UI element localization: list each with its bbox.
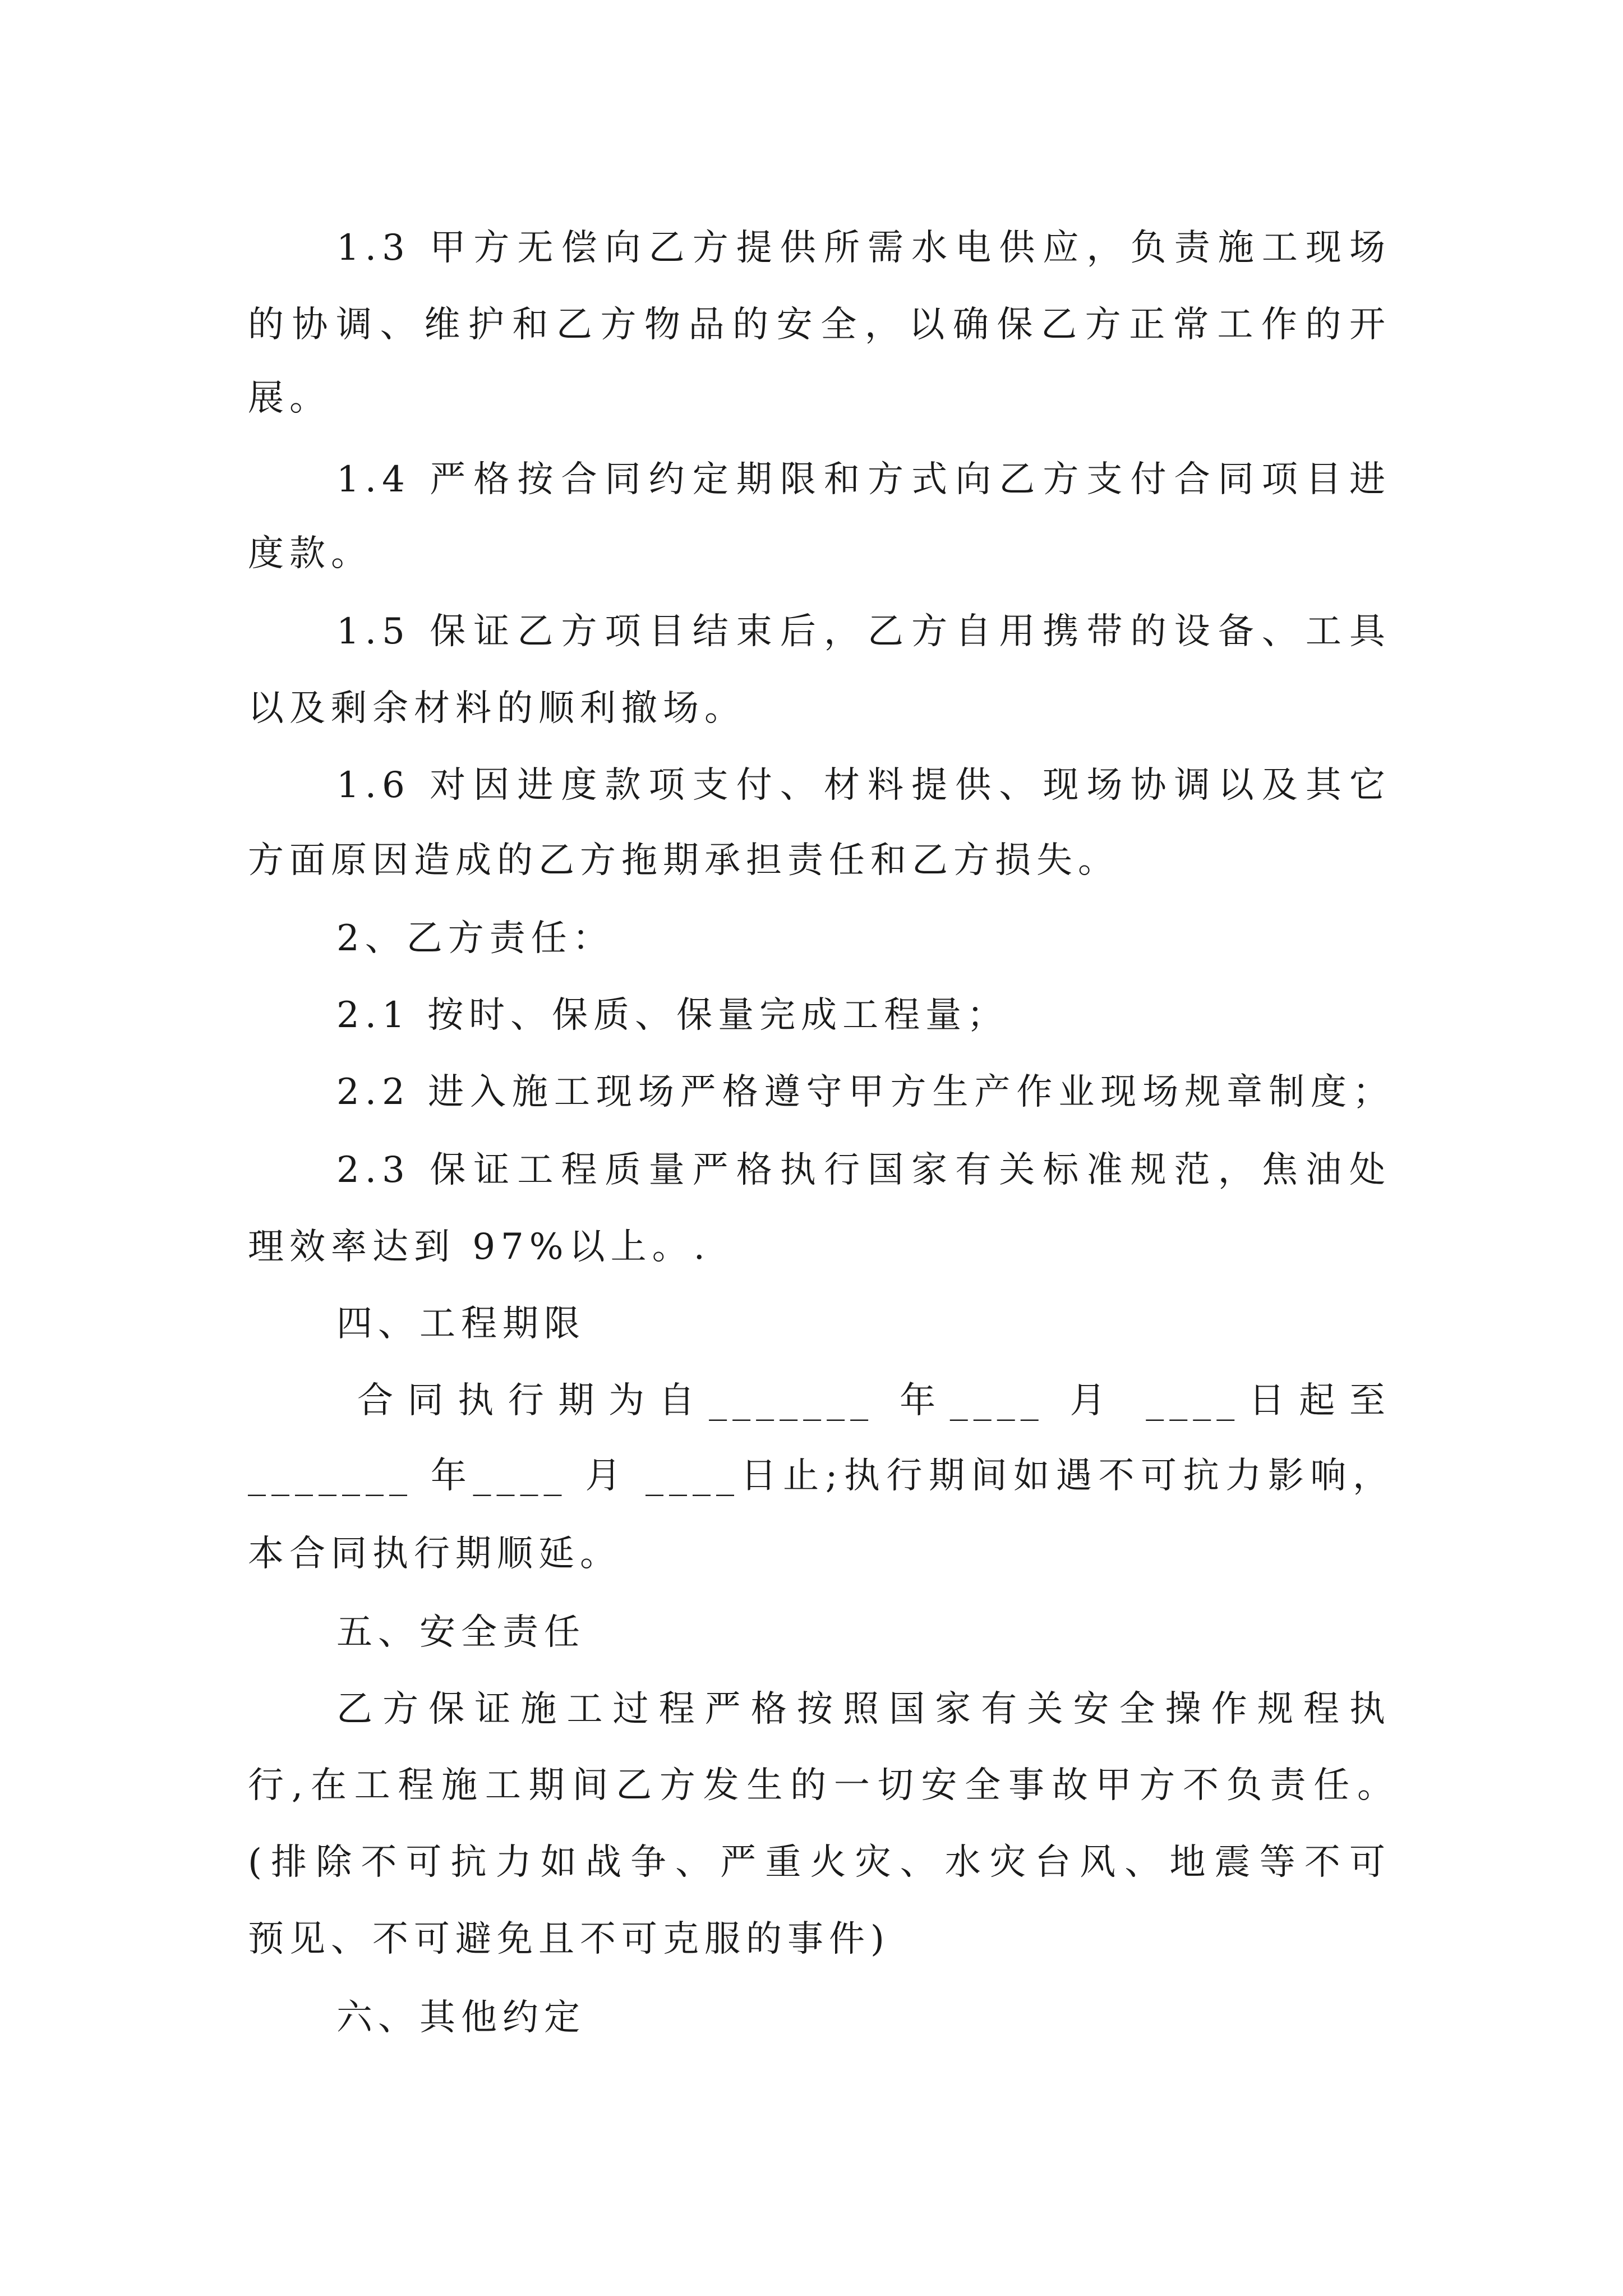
section-party-b-heading: 2、乙方责任： bbox=[336, 918, 614, 959]
clause-1-3-line-3: 展。 bbox=[248, 378, 331, 419]
clause-1-6-line-1: 1.6 对因进度款项支付、材料提供、现场协调以及其它 bbox=[336, 765, 1391, 806]
safety-line-3: (排除不可抗力如战争、严重火灾、水灾台风、地震等不可 bbox=[248, 1842, 1391, 1883]
section-4-heading: 四、工程期限 bbox=[336, 1303, 585, 1345]
clause-1-3-line-2: 的协调、维护和乙方物品的安全，以确保乙方正常工作的开 bbox=[248, 304, 1391, 346]
clause-1-4-line-1: 1.4 严格按合同约定期限和方式向乙方支付合同项目进 bbox=[336, 459, 1391, 500]
clause-2-3-line-1: 2.3 保证工程质量严格执行国家有关标准规范，焦油处 bbox=[336, 1149, 1391, 1191]
safety-line-1: 乙方保证施工过程严格按照国家有关安全操作规程执 bbox=[336, 1688, 1391, 1730]
safety-line-4: 预见、不可避免且不可克服的事件) bbox=[248, 1918, 890, 1960]
term-line-1: 合同执行期为自_______ 年____ 月 ____日起至 bbox=[357, 1380, 1391, 1421]
clause-2-3-line-2: 理效率达到 97%以上。. bbox=[248, 1226, 711, 1268]
clause-1-3-line-1: 1.3 甲方无偿向乙方提供所需水电供应，负责施工现场 bbox=[336, 227, 1391, 269]
term-line-3: 本合同执行期顺延。 bbox=[248, 1533, 621, 1575]
section-5-heading: 五、安全责任 bbox=[336, 1612, 585, 1653]
clause-1-5-line-2: 以及剩余材料的顺利撤场。 bbox=[248, 688, 746, 729]
section-6-heading: 六、其他约定 bbox=[336, 1997, 585, 2039]
safety-line-2: 行,在工程施工期间乙方发生的一切安全事故甲方不负责任。 bbox=[248, 1765, 1399, 1806]
clause-1-6-line-2: 方面原因造成的乙方拖期承担责任和乙方损失。 bbox=[248, 840, 1119, 881]
clause-1-4-line-2: 度款。 bbox=[248, 533, 372, 574]
clause-2-2: 2.2 进入施工现场严格遵守甲方生产作业现场规章制度； bbox=[336, 1071, 1394, 1113]
clause-2-1: 2.1 按时、保质、保量完成工程量； bbox=[336, 995, 1009, 1036]
clause-1-5-line-1: 1.5 保证乙方项目结束后，乙方自用携带的设备、工具 bbox=[336, 611, 1391, 652]
term-line-2: _______ 年____ 月 ____日止;执行期间如遇不可抗力影响， bbox=[248, 1455, 1394, 1497]
